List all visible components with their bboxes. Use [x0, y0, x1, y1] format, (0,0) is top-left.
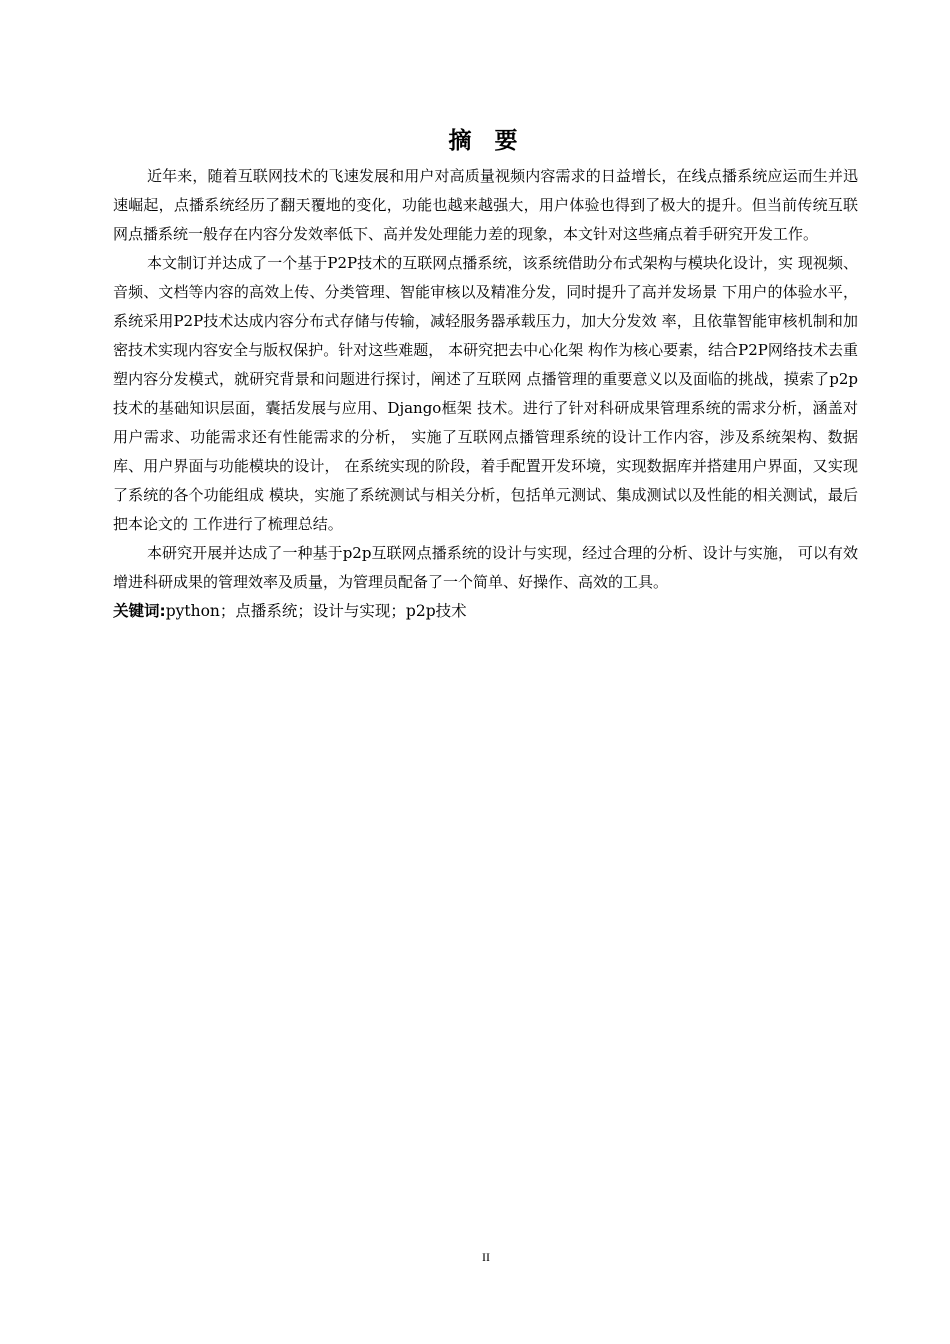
page-number: II [482, 1250, 490, 1264]
abstract-body [113, 162, 858, 626]
keywords-line [113, 597, 858, 626]
abstract-paragraph-1: 近年来，随着互联网技术的飞速发展和用户对高质量视频内容需求的日益增长，在线点播系统应运而生并迅速崛起，点播系统经历了翻天覆地的变化，功能也越来越强大，用户体验也得到了极大的提升。但当前传统互联网点播系统一般存在内容分发效率低下、高并发处理能力差的现象，本文针对这些痛点着手研究开发工作。 [113, 167, 858, 243]
abstract-paragraph-3: 本研究开展并达成了一种基于p2p互联网点播系统的设计与实现，经过合理的分析、设计与实施， 可以有效增进科研成果的管理效率及质量，为管理员配备了一个简单、好操作、高效的工具。 [113, 544, 858, 591]
abstract-title: 摘 要 [448, 128, 518, 154]
keywords-value: python；点播系统；设计与实现；p2p技术 [165, 602, 467, 620]
abstract-paragraph-2: 本文制订并达成了一个基于P2P技术的互联网点播系统，该系统借助分布式架构与模块化设计，实 现视频、音频、文档等内容的高效上传、分类管理、智能审核以及精准分发，同时提升了高并发场景 下用户的体验水平，系统采用P2P技术达成内容分布式存储与传输，减轻服务器承载压力，加大分发效 率，且依靠智能审核机制和加密技术实现内容安全与版权保护。针对这些难题， 本研究把去中心化架 构作为核心要素，结合P2P网络技术去重塑内容分发模式，就研究背景和问题进行探讨，阐述了互联网 点播管理的重要意义以及面临的挑战，摸索了p2p技术的基础知识层面，囊括发展与应用、Django框架 技术。进行了针对科研成果管理系统的需求分析，涵盖对用户需求、功能需求还有性能需求的分析， 实施了互联网点播管理系统的设计工作内容，涉及系统架构、数据库、用户界面与功能模块的设计， 在系统实现的阶段，着手配置开发环境，实现数据库并搭建用户界面，又实现了系统的各个功能组成 模块，实施了系统测试与相关分析，包括单元测试、集成测试以及性能的相关测试，最后把本论文的 工作进行了梳理总结。 [113, 254, 858, 533]
keywords-label: 关键词: [113, 602, 166, 620]
